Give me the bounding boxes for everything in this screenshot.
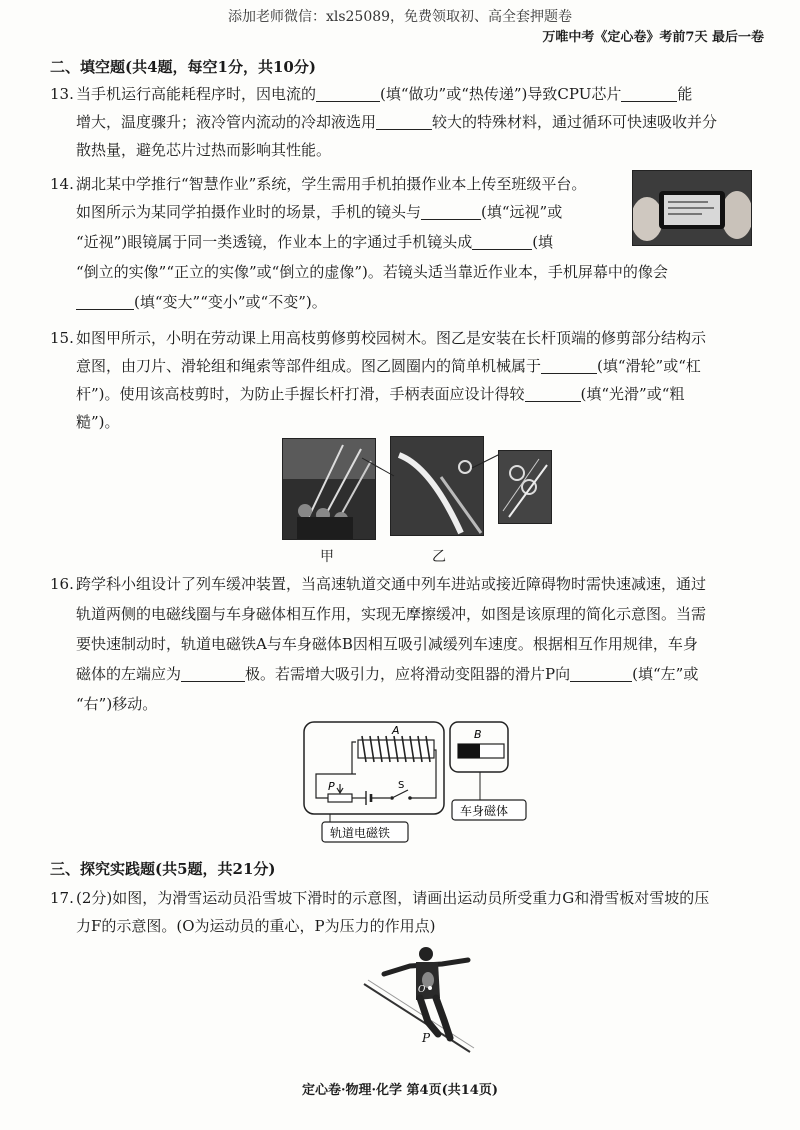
phone-photo-image (632, 170, 752, 246)
skier-head (419, 947, 433, 961)
question-line: “倒立的实像”“正立的实像”或“倒立的虚像”)。若镜头适当靠近作业本，手机屏幕中的像会 (76, 263, 668, 281)
watermark-text: 添加老师微信：xls25089，免费领取初、高全套押题卷 (227, 9, 573, 25)
magnet-dark-half (458, 744, 480, 758)
question-line: “右”)移动。 (76, 695, 158, 713)
section-title-practice: 三、探究实践题(共5题，共21分) (50, 860, 276, 878)
sliding-rheostat (328, 794, 352, 802)
label-S: S (398, 780, 405, 791)
text: 较大的特殊材料，通过循环可快速吸收并分 (432, 113, 718, 131)
question-line (76, 228, 553, 256)
question-number: 16. (50, 575, 74, 593)
track-electromagnet-box (304, 722, 444, 814)
question-line (76, 198, 562, 226)
text: 增大，温度骤升；液冷管内流动的冷却液选用 (76, 113, 377, 131)
label-A: A (392, 724, 400, 737)
question-line (76, 288, 327, 316)
text: 极。若需增大吸引力，应将滑动变阻器的滑片P向 (245, 665, 571, 683)
section-title-fill-blank: 二、填空题(共4题，每空1分，共10分) (50, 58, 316, 76)
question-line: 力F的示意图。(O为运动员的重心，P为压力的作用点) (76, 917, 436, 935)
question-line (76, 108, 717, 136)
track-electromagnet-label: 轨道电磁铁 (330, 826, 391, 840)
label-B: B (474, 728, 482, 741)
figure-caption-jia: 甲 (320, 549, 334, 565)
question-line: 跨学科小组设计了列车缓冲装置，当高速轨道交通中列车进站或接近障碍物时需快速减速，通过 (76, 575, 707, 593)
label-P: P (328, 780, 335, 793)
answer-blank[interactable] (316, 83, 380, 102)
text: (填“做功”或“热传递”)导致CPU芯片 (380, 85, 622, 103)
text: (填“光滑”或“粗 (580, 385, 685, 403)
car-magnet-label: 车身磁体 (460, 804, 509, 818)
label-O: O (418, 985, 426, 995)
question-line: 散热量，避免芯片过热而影响其性能。 (76, 141, 332, 159)
switch-lever (392, 790, 408, 798)
skier-diagram (358, 944, 478, 1056)
question-number: 15. (50, 329, 74, 347)
text: 磁体的左端应为 (76, 665, 182, 683)
label-P: P (422, 1031, 431, 1045)
rheostat-slider (337, 784, 343, 793)
answer-blank[interactable] (541, 355, 597, 374)
answer-blank[interactable] (376, 111, 432, 130)
electromagnet-circuit-diagram (300, 718, 530, 848)
phone-photo-illustration (633, 171, 751, 245)
answer-blank[interactable] (525, 383, 581, 402)
text: 如图所示为某同学拍摄作业时的场景，手机的镜头与 (76, 203, 422, 221)
text: (填“左”或 (632, 665, 699, 683)
answer-blank[interactable] (181, 663, 245, 682)
question-line: 要快速制动时，轨道电磁铁A与车身磁体B因相互吸引减缓列车速度。根据相互作用规律，车身 (76, 635, 698, 653)
question-line (76, 660, 698, 688)
question-number: 14. (50, 175, 74, 193)
answer-blank[interactable] (621, 83, 677, 102)
text: (填“滑轮”或“杠 (597, 357, 701, 375)
text: 杆”)。使用该高枝剪时，为防止手握长杆打滑，手柄表面应设计得较 (76, 385, 525, 403)
pulley-detail-photo (498, 450, 552, 524)
question-line: 湖北某中学推行“智慧作业”系统，学生需用手机拍摄作业本上传至班级平台。 (76, 175, 587, 193)
pulley-detail-illustration (499, 451, 551, 523)
zoom-connector-lines (360, 440, 510, 500)
text: “近视”)眼镜属于同一类透镜，作业本上的字通过手机镜头成 (76, 233, 473, 251)
answer-blank[interactable] (570, 663, 632, 682)
figure-caption-yi: 乙 (432, 549, 446, 565)
answer-blank[interactable] (421, 201, 481, 220)
text: (填“变大”“变小”或“不变”)。 (134, 293, 327, 311)
text: 意图，由刀片、滑轮组和绳索等部件组成。图乙圆圈内的简单机械属于 (76, 357, 542, 375)
series-header: 万唯中考《定心卷》考前7天 最后一卷 (542, 30, 764, 45)
question-number: 13. (50, 85, 74, 103)
page-footer: 定心卷·物理·化学 第4页(共14页) (301, 1083, 499, 1098)
text: 当手机运行高能耗程序时，因电流的 (76, 85, 317, 103)
question-line: 如图甲所示，小明在劳动课上用高枝剪修剪校园树木。图乙是安装在长杆顶端的修剪部分结构示 (76, 329, 707, 347)
text: 能 (677, 85, 693, 103)
question-number: 17. (50, 889, 74, 907)
text: (填 (532, 233, 554, 251)
question-line (76, 80, 692, 108)
question-line: (2分)如图，为滑雪运动员沿雪坡下滑时的示意图，请画出运动员所受重力G和滑雪板对雪坡的压 (76, 889, 710, 907)
question-line (76, 352, 701, 380)
center-of-gravity-dot (428, 986, 432, 990)
answer-blank[interactable] (76, 291, 134, 310)
answer-blank[interactable] (472, 231, 532, 250)
question-line (76, 380, 684, 408)
question-line: 轨道两侧的电磁线圈与车身磁体相互作用，实现无摩擦缓冲，如图是该原理的简化示意图。当需 (76, 605, 707, 623)
question-line: 糙”)。 (76, 413, 120, 431)
text: (填“远视”或 (481, 203, 563, 221)
